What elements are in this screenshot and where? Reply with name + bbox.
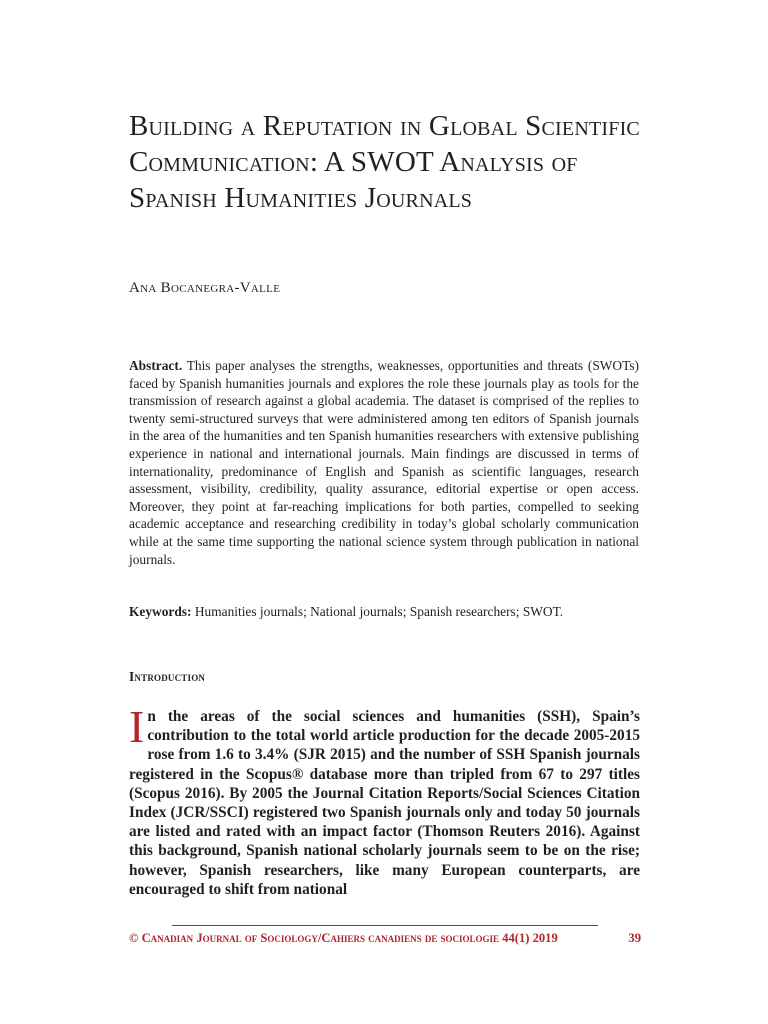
article-author: Ana Bocanegra-Valle: [129, 280, 281, 296]
keywords-text: Humanities journals; National journals; Spanish researchers; SWOT.: [194, 604, 564, 619]
page-footer: [129, 931, 641, 946]
abstract: [129, 357, 639, 568]
article-title: Building a Reputation in Global Scientific Communication: A SWOT Analysis of Spanish Humanities Journals: [129, 110, 640, 214]
drop-cap: I: [129, 701, 145, 752]
page-number: 39: [628, 931, 641, 945]
section-heading-introduction: Introduction: [129, 669, 206, 684]
keywords: [129, 603, 649, 621]
abstract-text: This paper analyses the strengths, weaknesses, opportunities and threats (SWOTs) faced by Spanish humanities journals and explores the role these journals play as tools for the transmission of research against a global academia. The dataset is comprised of the replies to twenty semi-structured surveys that were administered among ten editors of Spanish journals in the area of the humanities and ten Spanish humanities researchers with extensive publishing experience in national and international journals. Main findings are discussed in terms of internationality, predominance of English and Spanish as scientific languages, research assessment, visibility, credibility, quality assurance, editorial expertise or open access. Moreover, they point at far-reaching implications for both parties, compelled to seeking academic acceptance and researching credibility in today’s global scholarly communication while at the same time supporting the national science system through publication in national journals.: [129, 358, 640, 567]
footer-divider: [172, 925, 598, 926]
journal-citation: Canadian Journal of Sociology/Cahiers canadiens de sociologie 44(1) 2019: [141, 931, 558, 945]
introduction-paragraph: [129, 701, 640, 899]
copyright-symbol: ©: [129, 931, 139, 945]
abstract-label: Abstract.: [129, 358, 183, 373]
introduction-text: n the areas of the social sciences and humanities (SSH), Spain’s contribution to the total world article production for the decade 2005-2015 rose from 1.6 to 3.4% (SJR 2015) and the number of SSH Spanish journals registered in the Scopus® database more than tripled from 67 to 297 titles (Scopus 2016). By 2005 the Journal Citation Reports/Social Sciences Citation Index (JCR/SSCI) registered two Spanish journals only and today 50 journals are listed and rated with an impact factor (Thomson Reuters 2016). Against this background, Spanish national scholarly journals seem to be on the rise; however, Spanish researchers, like many European counterparts, are encouraged to shift from national: [129, 708, 640, 898]
keywords-label: Keywords:: [129, 604, 192, 619]
